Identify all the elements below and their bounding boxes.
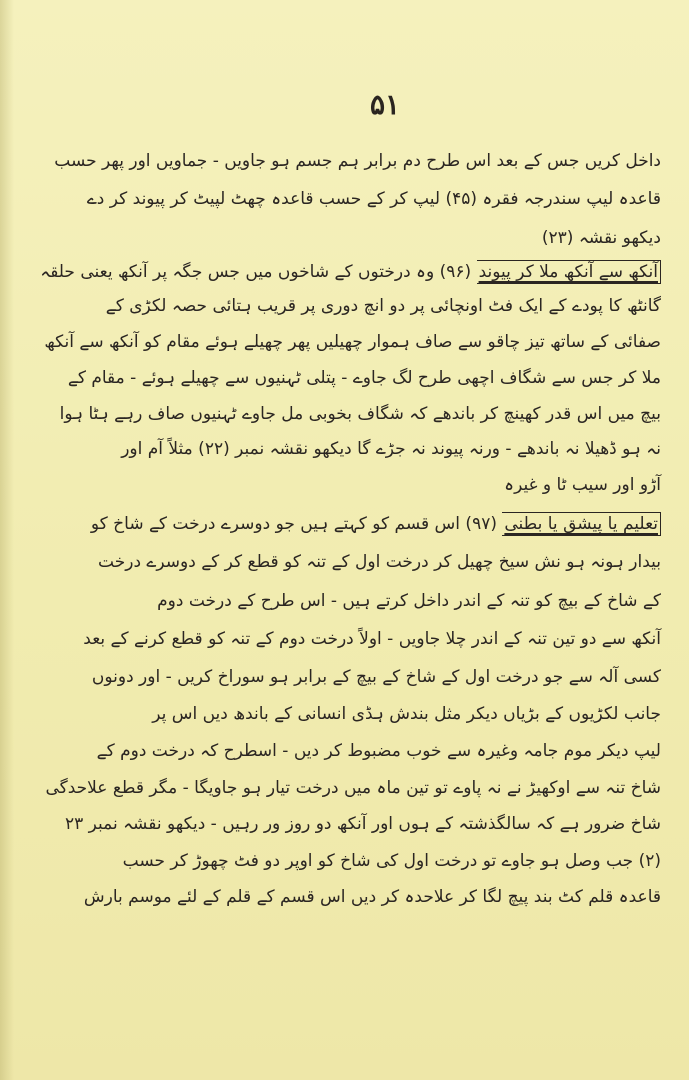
line-text: بیچ میں اس قدر کھینچ کر باندھے کہ شگاف بخوبی مل جاوے ٹہنیوں صاف رہے ہٹا ہوا bbox=[59, 404, 661, 424]
line-text: بیدار ہونہ ہو نش سیخ چھیل کر درخت اول کے تنہ کو قطع کر کے دوسرے درخت bbox=[98, 552, 661, 572]
line-text: (۹۶) وہ درختوں کے شاخوں میں جس جگہ پر آنکھ یعنی حلقہ bbox=[40, 262, 472, 282]
line-text: آنکھ سے دو تین تنہ کے اندر چلا جاویں - اولاً درخت دوم کے تنہ کو قطع کرنے کے بعد bbox=[83, 629, 661, 649]
text-line bbox=[98, 551, 661, 573]
text-line bbox=[44, 331, 661, 353]
text-line bbox=[92, 666, 661, 688]
line-text: قاعدہ قلم کٹ بند پیچ لگا کر علاحدہ کر دیں اس قسم کے قلم کے لئے موسم بارش bbox=[83, 887, 661, 907]
line-text: (۲) جب وصل ہو جاوے تو درخت اول کی شاخ کو اوپر دو فٹ چھوڑ کر حسب bbox=[122, 851, 661, 871]
section-heading: آنکھ سے آنکھ ملا کر پیوند bbox=[477, 260, 661, 284]
text-line bbox=[91, 512, 661, 536]
text-line bbox=[60, 403, 661, 425]
line-text: لیپ دیکر موم جامہ وغیرہ سے خوب مضبوط کر دیں - اسطرح کہ درخت دوم کے bbox=[96, 741, 661, 761]
text-line bbox=[152, 703, 661, 725]
text-line bbox=[121, 438, 661, 460]
line-text: (۹۷) اس قسم کو کہتے ہیں جو دوسرے درخت کے شاخ کو bbox=[90, 514, 497, 534]
line-text: جانب لکڑیوں کے بڑیاں دیکر مثل بندش ہڈی انسانی کے باندھ دیں اس پر bbox=[152, 704, 661, 724]
text-line bbox=[45, 777, 661, 799]
line-text: کے شاخ کے بیچ کو تنہ کے اندر داخل کرتے ہیں - اس طرح کے درخت دوم bbox=[157, 591, 661, 611]
text-line bbox=[87, 188, 661, 210]
text-line bbox=[123, 850, 661, 872]
section-heading: تعلیم یا پیشق یا بطنی bbox=[502, 512, 661, 536]
text-line bbox=[106, 295, 661, 317]
page-edge-shadow bbox=[0, 0, 14, 1080]
line-text: شاخ ضرور ہے کہ سالگذشتہ کے ہوں اور آنکھ دو روز ور رہیں - دیکھو نقشہ نمبر ۲۳ bbox=[64, 814, 661, 834]
text-line bbox=[97, 740, 661, 762]
text-line bbox=[84, 886, 661, 908]
text-line bbox=[65, 813, 661, 835]
line-text: کسی آلہ سے جو درخت اول کے شاخ کے بیچ کے برابر ہو سوراخ کریں - اور دونوں bbox=[91, 667, 661, 687]
line-text: نہ ہو ڈھیلا نہ باندھے - ورنہ پیوند نہ جڑے گا دیکھو نقشہ نمبر (۲۲) مثلاً آم اور bbox=[121, 439, 661, 459]
text-line bbox=[68, 367, 661, 389]
text-line bbox=[83, 628, 661, 650]
text-line bbox=[54, 150, 661, 172]
line-text: صفائی کے ساتھ تیز چاقو سے صاف ہموار چھیلیں پھر چھیلے ہوئے مقام کو آنکھ سے آنکھ bbox=[44, 332, 661, 352]
line-text: داخل کریں جس کے بعد اس طرح دم برابر ہم جسم ہو جاویں - جماویں اور پھر حسب bbox=[54, 151, 661, 171]
line-text: دیکھو نقشہ (۲۳) bbox=[541, 228, 661, 248]
text-line bbox=[504, 474, 661, 496]
text-line bbox=[157, 590, 661, 612]
line-text: ملا کر جس سے شگاف اچھی طرح لگ جاوے - پتلی ٹہنیوں سے چھیلے ہوئے - مقام کے bbox=[67, 368, 661, 388]
line-text: آڑو اور سیب ٹا و غیرہ bbox=[504, 475, 661, 495]
line-text: قاعدہ لیپ سندرجہ فقرہ (۴۵) لیپ کر کے حسب قاعدہ چھٹ لپیٹ کر پیوند کر دے bbox=[86, 189, 661, 209]
text-line bbox=[40, 260, 661, 284]
line-text: شاخ تنہ سے اوکھیڑ نے نہ پاوے تو تین ماہ میں درخت تیار ہو جاویگا - مگر قطع علاحدگی bbox=[45, 778, 661, 798]
page-number: ۵۱ bbox=[369, 88, 401, 121]
text-line bbox=[542, 227, 661, 249]
line-text: گانٹھ کا پودے کے ایک فٹ اونچائی پر دو انچ دوری پر قریب ہتائی حصہ لکڑی کے bbox=[105, 296, 661, 316]
